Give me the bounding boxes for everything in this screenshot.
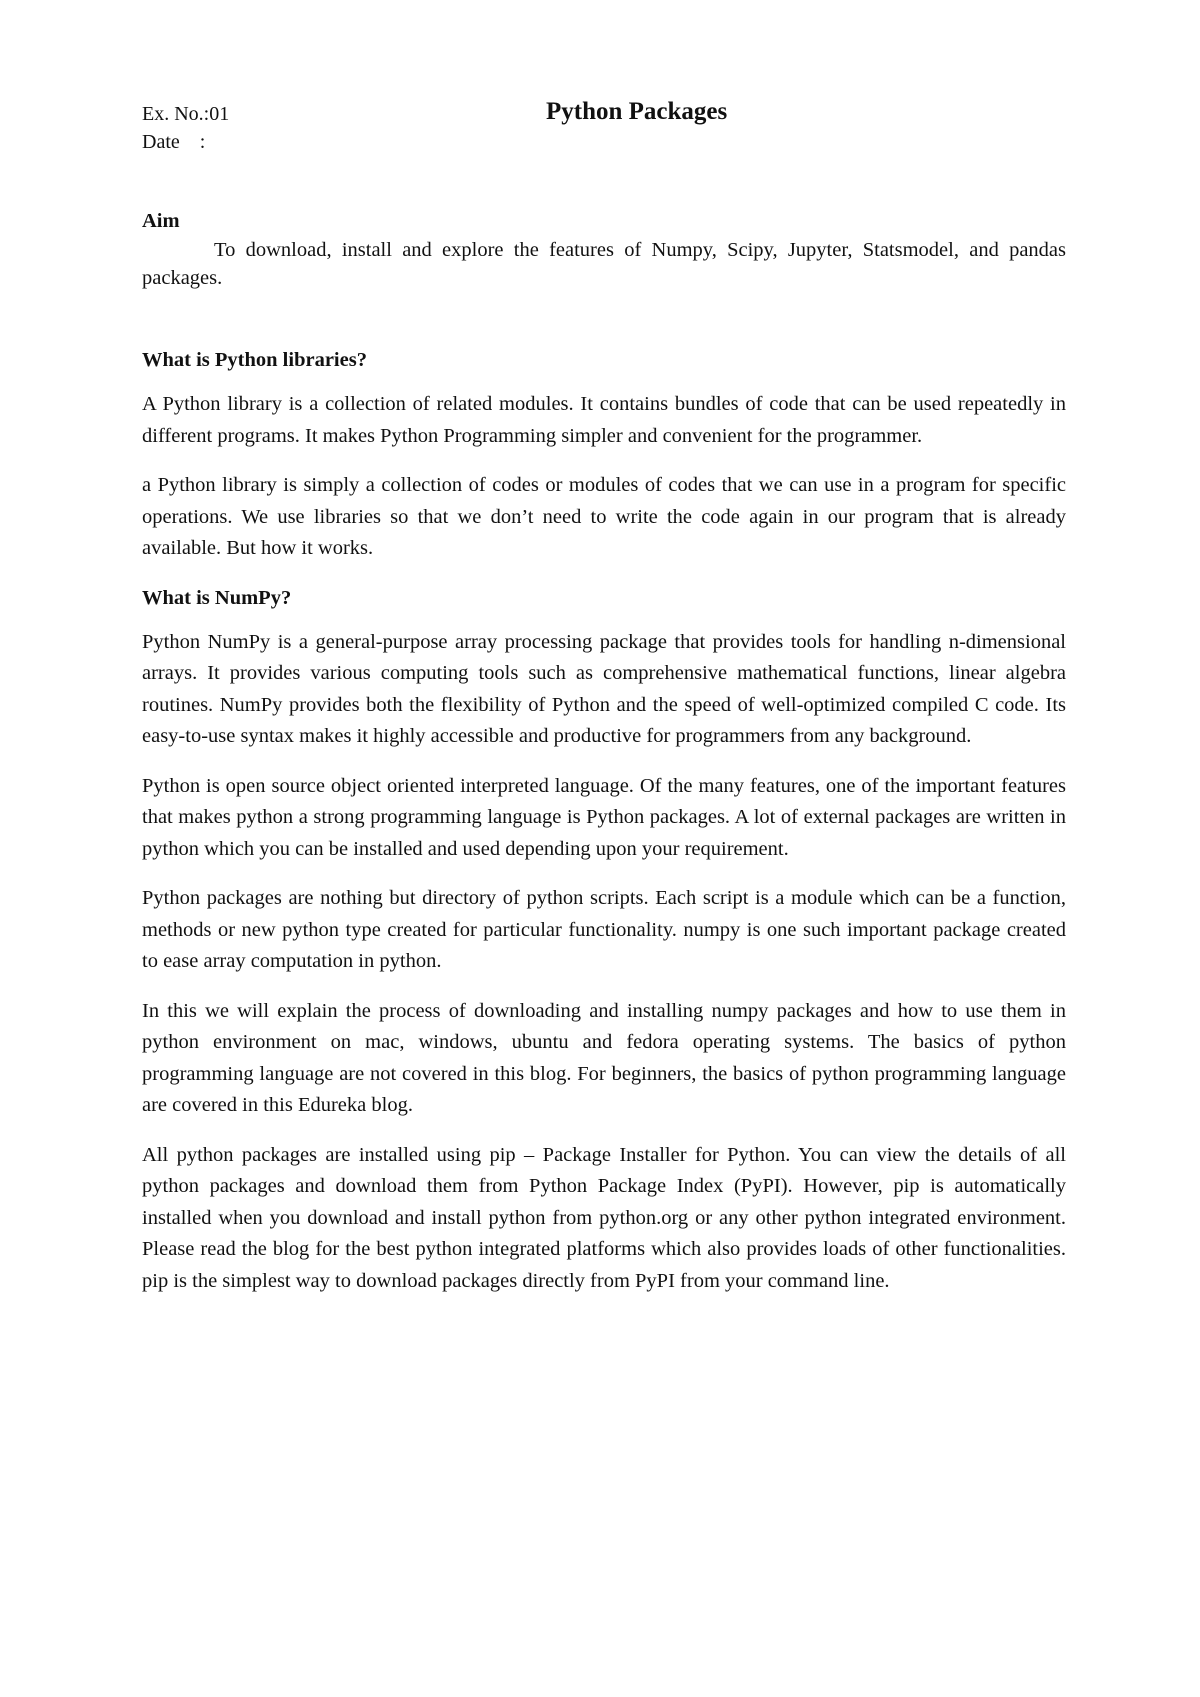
libraries-paragraph-1: A Python library is a collection of related modules. It contains bundles of code that can be used repeatedly in different programs. It makes Python Programming simpler and convenient for the programmer. <box>142 393 1066 447</box>
exercise-number: Ex. No.:01 <box>142 103 230 125</box>
document-title: Python Packages <box>546 98 728 125</box>
date-field: Date : <box>142 131 206 153</box>
numpy-paragraph-3: Python packages are nothing but directory of python scripts. Each script is a module which can be a function, methods or new python type created for particular functionality. numpy is one such important package created to ease array computation in python. <box>142 887 1066 972</box>
libraries-paragraph-2: a Python library is simply a collection of codes or modules of codes that we can use in a program for specific operations. We use libraries so that we don’t need to write the code again in our program that is already available. But how it works. <box>142 474 1066 559</box>
numpy-paragraph-1: Python NumPy is a general-purpose array processing package that provides tools for handling n-dimensional arrays. It provides various computing tools such as comprehensive mathematical functions, linear algebra routines. NumPy provides both the flexibility of Python and the speed of well-optimized compiled C code. Its easy-to-use syntax makes it highly accessible and productive for programmers from any background. <box>142 630 1066 747</box>
numpy-paragraph-2: Python is open source object oriented interpreted language. Of the many features, one of the important features that makes python a strong programming language is Python packages. A lot of external packages are written in python which you can be installed and used depending upon your requirement. <box>142 774 1066 860</box>
aim-heading: Aim <box>142 210 180 232</box>
numpy-paragraph-5: All python packages are installed using pip – Package Installer for Python. You can view the details of all python packages and download them from Python Package Index (PyPI). However, pip is automatically installed when you download and install python from python.org or any other python integrated environment. Please read the blog for the best python integrated platforms which also provides loads of other functionalities. pip is the simplest way to download packages directly from PyPI from your command line. <box>142 1143 1066 1292</box>
numpy-heading: What is NumPy? <box>142 586 292 609</box>
aim-text: To download, install and explore the features of Numpy, Scipy, Jupyter, Statsmodel, and pandas packages. <box>142 239 1066 289</box>
document-header <box>142 100 1066 160</box>
document-body <box>142 206 1066 1297</box>
libraries-heading: What is Python libraries? <box>142 349 367 371</box>
numpy-paragraph-4: In this we will explain the process of downloading and installing numpy packages and how to use them in python environment on mac, windows, ubuntu and fedora operating systems. The basics of python programming language are not covered in this blog. For beginners, the basics of python programming language are covered in this Edureka blog. <box>142 999 1066 1116</box>
